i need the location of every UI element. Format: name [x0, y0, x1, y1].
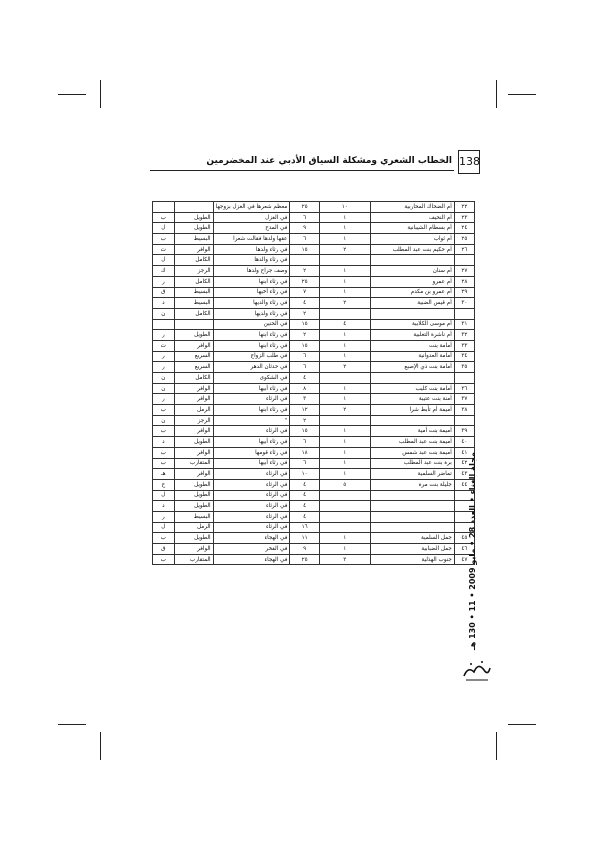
cell-num: ٤٠ [454, 437, 474, 448]
cell-desc: في الفخر [213, 544, 290, 555]
cell-desc: في الرثاء [213, 426, 290, 437]
cell-name: أميمة بنت عبد شمس [370, 447, 454, 458]
crop-mark [496, 732, 497, 760]
cell-rhyme: ق [153, 287, 175, 298]
cell-rhyme: ل [153, 490, 175, 501]
cell-rhyme: ر [153, 330, 175, 341]
cell-rhyme: ن [153, 308, 175, 319]
cell-count [319, 308, 370, 319]
cell-rhyme: ب [153, 533, 175, 544]
cell-meter: البسيط [174, 234, 213, 245]
cell-rhyme [153, 202, 175, 213]
crop-mark [508, 94, 536, 95]
journal-side-text [468, 452, 482, 650]
cell-desc: في رثاء ابنها [213, 330, 290, 341]
cell-desc: في رثاء ابنها [213, 276, 290, 287]
cell-count: ١ [319, 544, 370, 555]
cell-desc: في رثاء قومها [213, 447, 290, 458]
cell-name: أمنة بنت عتيبة [370, 394, 454, 405]
cell-count: ١ [319, 533, 370, 544]
cell-meter: المتقارب [174, 554, 213, 565]
cell-desc: في رثاء ولديها [213, 308, 290, 319]
cell-meter: الوافر [174, 394, 213, 405]
cell-val: ٦ [290, 362, 319, 373]
table-row [153, 544, 475, 555]
cell-name: أم بسطام الشيبانية [370, 223, 454, 234]
cell-rhyme: د [153, 298, 175, 309]
cell-count [319, 501, 370, 512]
cell-desc: وصف جراح ولدها [213, 266, 290, 277]
crop-mark [100, 80, 101, 108]
cell-rhyme: د [153, 437, 175, 448]
cell-desc: في رثاء ابنها [213, 340, 290, 351]
cell-num: ٣٢ [454, 330, 474, 341]
cell-rhyme: ر [153, 394, 175, 405]
cell-num [454, 415, 474, 426]
cell-val: ٢٥ [290, 554, 319, 565]
cell-meter: السريع [174, 362, 213, 373]
cell-val: ٤ [290, 479, 319, 490]
cell-rhyme: ل [153, 255, 175, 266]
cell-num: ٣٩ [454, 426, 474, 437]
cell-count: ١ [319, 351, 370, 362]
cell-val: ١٢ [290, 405, 319, 416]
cell-meter: البسيط [174, 511, 213, 522]
cell-count: ١٠ [319, 202, 370, 213]
cell-desc: في رثاء أخيها [213, 287, 290, 298]
cell-desc: في حدثان الدهر [213, 362, 290, 373]
cell-name [370, 490, 454, 501]
cell-desc: معظم شعرها في الغزل بزوجها [213, 202, 290, 213]
cell-num: ٤٣ [454, 469, 474, 480]
cell-desc: عقها ولدها فقالت شعرا [213, 234, 290, 245]
cell-rhyme [153, 319, 175, 330]
cell-val: ٣ [290, 394, 319, 405]
table-row [153, 426, 475, 437]
cell-num: ٣٦ [454, 383, 474, 394]
table-row [153, 340, 475, 351]
cell-name: أم عمرو [370, 276, 454, 287]
cell-meter: الوافر [174, 383, 213, 394]
crop-mark [100, 732, 101, 760]
cell-rhyme: ن [153, 415, 175, 426]
cell-val: ١٦ [290, 522, 319, 533]
cell-name: أمامة العدوانية [370, 351, 454, 362]
cell-rhyme: ب [153, 212, 175, 223]
cell-desc: في رثاء أبيها [213, 383, 290, 394]
cell-meter: الطويل [174, 479, 213, 490]
cell-num: ٤٥ [454, 533, 474, 544]
cell-num: ٢٥ [454, 234, 474, 245]
cell-meter: الكامل [174, 276, 213, 287]
table-row [153, 479, 475, 490]
cell-name: أمامة بنت [370, 340, 454, 351]
cell-name: أميمة أم تأبط شرا [370, 405, 454, 416]
cell-rhyme: ب [153, 405, 175, 416]
cell-desc: في الرثاء [213, 479, 290, 490]
table-row [153, 287, 475, 298]
cell-meter: الرمل [174, 522, 213, 533]
table-row [153, 383, 475, 394]
cell-name [370, 501, 454, 512]
cell-rhyme: د [153, 501, 175, 512]
cell-meter: الوافر [174, 469, 213, 480]
table-row [153, 351, 475, 362]
cell-rhyme: ر [153, 362, 175, 373]
cell-meter: الوافر [174, 447, 213, 458]
journal-logo [462, 658, 492, 684]
cell-num: ٣١ [454, 319, 474, 330]
cell-count: ٤ [319, 319, 370, 330]
cell-num: ٤٧ [454, 554, 474, 565]
cell-name: جمل الضبابية [370, 544, 454, 555]
cell-val: ٢٥ [290, 202, 319, 213]
cell-val: ٦ [290, 437, 319, 448]
cell-meter: الوافر [174, 544, 213, 555]
cell-num: ٤٦ [454, 544, 474, 555]
cell-num: ٢٤ [454, 223, 474, 234]
cell-desc: في رثاء والدها [213, 255, 290, 266]
cell-num: ٢٨ [454, 276, 474, 287]
cell-meter: الكامل [174, 255, 213, 266]
cell-val: ٢ [290, 415, 319, 426]
cell-name: أمامة بنت ذي الإصبع [370, 362, 454, 373]
cell-meter [174, 319, 213, 330]
cell-meter: المتقارب [174, 458, 213, 469]
cell-desc: في الحنين [213, 319, 290, 330]
cell-val: ٩ [290, 223, 319, 234]
cell-num [454, 255, 474, 266]
cell-name: أميمة بنت أمية [370, 426, 454, 437]
page-number: 138 [458, 150, 480, 174]
cell-name [370, 373, 454, 384]
cell-name: تماضر السلمية [370, 469, 454, 480]
cell-meter: الوافر [174, 340, 213, 351]
cell-val: ١٠ [290, 469, 319, 480]
cell-num: ٣٥ [454, 362, 474, 373]
table-row [153, 415, 475, 426]
cell-num: ٢٣ [454, 212, 474, 223]
cell-meter [174, 202, 213, 213]
cell-num: ٤٤ [454, 479, 474, 490]
cell-desc: في الرثاء [213, 490, 290, 501]
cell-count [319, 490, 370, 501]
page-title: الخطاب الشعري ومشكلة السياق الأدبي عند المخضرمين [206, 156, 452, 166]
table-row [153, 522, 475, 533]
cell-val: ١٥ [290, 319, 319, 330]
cell-name [370, 415, 454, 426]
cell-rhyme: ر [153, 276, 175, 287]
table-row [153, 458, 475, 469]
cell-name: أم حكيم بنت عبد المطلب [370, 244, 454, 255]
table-row [153, 469, 475, 480]
cell-name: أم ثواب [370, 234, 454, 245]
cell-val: ٢ [290, 308, 319, 319]
table-row [153, 394, 475, 405]
cell-num: ٢٩ [454, 287, 474, 298]
cell-val: ١٥ [290, 426, 319, 437]
cell-name: أم النحيف [370, 212, 454, 223]
cell-meter: الطويل [174, 501, 213, 512]
table-row [153, 330, 475, 341]
cell-desc: في المدح [213, 223, 290, 234]
cell-val: ٢ [290, 266, 319, 277]
cell-val: ٦ [290, 234, 319, 245]
cell-count: ٢ [319, 362, 370, 373]
cell-num: ٢٦ [454, 244, 474, 255]
cell-desc: في رثاء ولدها [213, 244, 290, 255]
table-row [153, 266, 475, 277]
crop-mark [508, 724, 536, 725]
cell-num: ٣٣ [454, 340, 474, 351]
cell-desc: " [213, 415, 290, 426]
cell-meter: الطويل [174, 212, 213, 223]
table-row [153, 511, 475, 522]
cell-count [319, 415, 370, 426]
cell-desc: في الهجاء [213, 554, 290, 565]
cell-val: ٤ [290, 501, 319, 512]
cell-name: أمامة بنت كليب [370, 383, 454, 394]
table-row [153, 212, 475, 223]
cell-desc: في الرثاء [213, 469, 290, 480]
table-row [153, 501, 475, 512]
cell-desc: في الشكوى [213, 373, 290, 384]
cell-val: ١٨ [290, 447, 319, 458]
cell-val: ١٥ [290, 340, 319, 351]
cell-name: جمل السلمية [370, 533, 454, 544]
cell-num: ٣٧ [454, 394, 474, 405]
cell-meter: الطويل [174, 490, 213, 501]
cell-desc: في طلب الزواج [213, 351, 290, 362]
cell-rhyme: ب [153, 447, 175, 458]
cell-val: ٤ [290, 373, 319, 384]
cell-desc: في الهجاء [213, 533, 290, 544]
cell-name [370, 255, 454, 266]
cell-rhyme: ت [153, 340, 175, 351]
cell-rhyme: ق [153, 544, 175, 555]
cell-num: ٣٨ [454, 405, 474, 416]
cell-meter: الكامل [174, 308, 213, 319]
cell-val: ٢٥ [290, 276, 319, 287]
crop-mark [58, 724, 86, 725]
cell-count: ١ [319, 234, 370, 245]
table-row [153, 308, 475, 319]
cell-meter: الطويل [174, 533, 213, 544]
cell-val: ٤ [290, 511, 319, 522]
cell-name: جليلة بنت مرة [370, 479, 454, 490]
cell-count [319, 522, 370, 533]
table-row [153, 554, 475, 565]
cell-val: ١٥ [290, 244, 319, 255]
cell-name: أم موسى الكلابية [370, 319, 454, 330]
table-row [153, 255, 475, 266]
cell-count: ١ [319, 447, 370, 458]
cell-rhyme: ب [153, 426, 175, 437]
cell-count: ١ [319, 437, 370, 448]
cell-rhyme: ن [153, 383, 175, 394]
table-row [153, 223, 475, 234]
table-row [153, 373, 475, 384]
cell-rhyme: ل [153, 223, 175, 234]
cell-num: ٣٤ [454, 351, 474, 362]
cell-meter: الطويل [174, 330, 213, 341]
cell-rhyme: ل [153, 522, 175, 533]
cell-val: ٤ [290, 490, 319, 501]
cell-rhyme: ت [153, 244, 175, 255]
table-row [153, 202, 475, 213]
cell-count: ١ [319, 458, 370, 469]
cell-val: ٦ [290, 351, 319, 362]
cell-count: ١ [319, 340, 370, 351]
cell-count: ١ [319, 383, 370, 394]
cell-num: ٣٠ [454, 298, 474, 309]
cell-count: ١ [319, 276, 370, 287]
table-row [153, 490, 475, 501]
cell-count: ١ [319, 469, 370, 480]
cell-count: ٢ [319, 244, 370, 255]
cell-rhyme: ب [153, 458, 175, 469]
cell-meter: الرمل [174, 405, 213, 416]
table-row [153, 319, 475, 330]
cell-count: ٥ [319, 479, 370, 490]
cell-count: ١ [319, 212, 370, 223]
cell-name: أم قيس الضبية [370, 298, 454, 309]
cell-meter: الرجز [174, 415, 213, 426]
table-row [153, 533, 475, 544]
cell-meter: الوافر [174, 244, 213, 255]
cell-num: ٤١ [454, 447, 474, 458]
cell-count: ١ [319, 287, 370, 298]
cell-val: ٦ [290, 458, 319, 469]
cell-val: ٩ [290, 544, 319, 555]
table-row [153, 276, 475, 287]
cell-count [319, 255, 370, 266]
cell-val: ٨ [290, 383, 319, 394]
cell-meter: الطويل [174, 437, 213, 448]
cell-meter: البسيط [174, 287, 213, 298]
cell-count: ١ [319, 394, 370, 405]
cell-meter: الرجز [174, 266, 213, 277]
journal-citation: مجلة الغناء • العدد 28 • مايو 2009 • 11 • 130 هـ [468, 452, 477, 650]
cell-desc: في الرثاء [213, 501, 290, 512]
poets-table [152, 201, 475, 565]
table-row [153, 447, 475, 458]
cell-count [319, 373, 370, 384]
cell-name: جنوب الهذلية [370, 554, 454, 565]
cell-desc: في رثاء والديها [213, 298, 290, 309]
cell-name: أميمة بنت عبد المطلب [370, 437, 454, 448]
cell-count: ٢ [319, 405, 370, 416]
cell-count: ٢ [319, 298, 370, 309]
table-row [153, 234, 475, 245]
cell-rhyme: ح [153, 479, 175, 490]
cell-rhyme: هـ [153, 469, 175, 480]
cell-rhyme: ر [153, 351, 175, 362]
cell-val: ٢ [290, 330, 319, 341]
cell-rhyme: ن [153, 373, 175, 384]
cell-meter: الوافر [174, 426, 213, 437]
cell-rhyme: ب [153, 234, 175, 245]
cell-desc: في الرثاء [213, 511, 290, 522]
cell-val: ١١ [290, 533, 319, 544]
cell-name: برة بنت عبد المطلب [370, 458, 454, 469]
page-header [150, 150, 480, 176]
cell-meter: السريع [174, 351, 213, 362]
cell-rhyme: ر [153, 511, 175, 522]
cell-val: ٦ [290, 212, 319, 223]
cell-count: ٣ [319, 554, 370, 565]
cell-name [370, 522, 454, 533]
cell-desc: في الرثاء [213, 394, 290, 405]
cell-num: ٢٧ [454, 266, 474, 277]
cell-num: ٢٢ [454, 202, 474, 213]
cell-desc: في رثاء ابنها [213, 405, 290, 416]
crop-mark [496, 80, 497, 108]
cell-rhyme: ب [153, 554, 175, 565]
table-row [153, 405, 475, 416]
table-row [153, 298, 475, 309]
cell-num: ٤٢ [454, 458, 474, 469]
cell-val [290, 255, 319, 266]
crop-mark [58, 94, 86, 95]
cell-meter: الكامل [174, 373, 213, 384]
cell-num [454, 373, 474, 384]
header-divider [150, 170, 454, 171]
cell-count: ١ [319, 426, 370, 437]
cell-name: أم الضحاك المحاربية [370, 202, 454, 213]
cell-num [454, 308, 474, 319]
cell-val: ٧ [290, 287, 319, 298]
table-row [153, 244, 475, 255]
cell-desc: في الغزل [213, 212, 290, 223]
cell-rhyme: ك [153, 266, 175, 277]
cell-name: أم ناشرة التغلبية [370, 330, 454, 341]
table-row [153, 362, 475, 373]
cell-count: ١ [319, 330, 370, 341]
cell-desc: في الرثاء [213, 522, 290, 533]
cell-name: أم سنان [370, 266, 454, 277]
table-row [153, 437, 475, 448]
cell-meter: البسيط [174, 298, 213, 309]
cell-name: أم عمرو بن مكدم [370, 287, 454, 298]
cell-desc: في رثاء أبيها [213, 458, 290, 469]
cell-desc: في رثاء أبيها [213, 437, 290, 448]
cell-meter: الطويل [174, 223, 213, 234]
cell-count: ١ [319, 266, 370, 277]
cell-count: ١ [319, 223, 370, 234]
cell-val: ٤ [290, 298, 319, 309]
cell-name [370, 308, 454, 319]
cell-name [370, 511, 454, 522]
cell-count [319, 511, 370, 522]
